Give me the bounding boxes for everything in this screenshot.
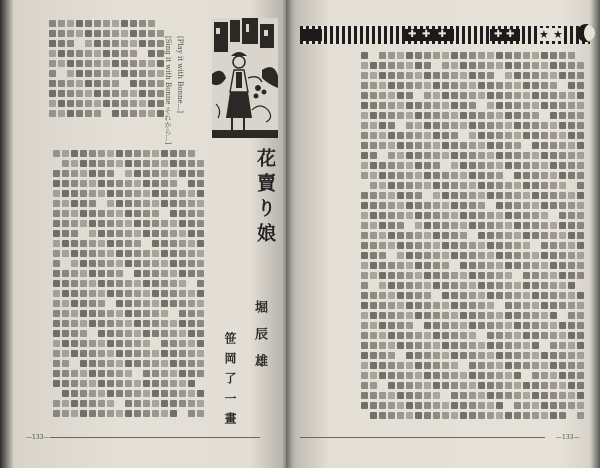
text-column-texture [143, 150, 150, 420]
gutter-shadow [286, 0, 296, 468]
text-column-texture [116, 150, 123, 420]
text-column-texture [58, 20, 65, 120]
text-column-texture [433, 52, 440, 424]
text-column-texture [80, 150, 87, 420]
text-column-texture [85, 20, 92, 120]
text-column-texture [152, 150, 159, 420]
text-column-texture [370, 52, 377, 424]
cross-icon: ✚ [438, 29, 447, 40]
star-icon: ★ [539, 28, 549, 41]
text-column-texture [71, 150, 78, 420]
flower-girl-illustration [212, 18, 278, 138]
text-column-texture [125, 150, 132, 420]
text-column-texture [388, 52, 395, 424]
cross-icon: ✚ [494, 29, 503, 40]
text-column-texture [53, 150, 60, 420]
decorative-header-band [300, 26, 590, 44]
text-column-texture [112, 20, 119, 120]
text-column-texture [478, 52, 485, 424]
text-column-texture [523, 52, 530, 424]
text-column-texture [179, 150, 186, 420]
text-column-texture [361, 52, 368, 424]
cross-icon: ✚ [506, 29, 515, 40]
text-column-texture [121, 20, 128, 120]
left-body-text-block [14, 20, 164, 120]
text-column-texture [188, 150, 195, 420]
author-name: 堀辰雄 [252, 300, 267, 381]
text-column-texture [469, 52, 476, 424]
text-column-texture [76, 20, 83, 120]
text-column-texture [197, 150, 204, 420]
text-column-texture [577, 52, 584, 424]
text-column-texture [559, 52, 566, 424]
text-column-texture [170, 150, 177, 420]
page-number: —133— [556, 434, 580, 441]
text-column-texture [505, 52, 512, 424]
text-column-texture [550, 52, 557, 424]
text-column-texture [568, 52, 575, 424]
text-column-texture [415, 52, 422, 424]
text-column-texture [442, 52, 449, 424]
footer-rule [50, 437, 260, 438]
text-column-texture [49, 20, 56, 120]
text-column-texture [139, 20, 146, 120]
illustrator-name: 笹岡了一畫 [223, 332, 237, 432]
cross-icon: ✚ [408, 29, 417, 40]
right-body-text-block [300, 52, 584, 424]
moon-icon [577, 24, 595, 42]
cross-icon: ✚ [422, 29, 431, 40]
epigraph-line: [Play it with Bonne...] [176, 36, 184, 114]
text-column-texture [487, 52, 494, 424]
page-number: —133— [26, 434, 50, 441]
footer-rule [300, 437, 545, 438]
text-column-texture [98, 150, 105, 420]
text-column-texture [130, 20, 137, 120]
text-column-texture [161, 150, 168, 420]
text-column-texture [532, 52, 539, 424]
left-body-text-block-lower [14, 150, 204, 420]
text-column-texture [67, 20, 74, 120]
text-column-texture [514, 52, 521, 424]
text-column-texture [460, 52, 467, 424]
text-column-texture [379, 52, 386, 424]
text-column-texture [424, 52, 431, 424]
text-column-texture [103, 20, 110, 120]
text-column-texture [397, 52, 404, 424]
epigraph-line: [Sing it with Bonne それから...] [164, 36, 172, 145]
text-column-texture [496, 52, 503, 424]
text-column-texture [406, 52, 413, 424]
text-column-texture [148, 20, 155, 120]
text-column-texture [451, 52, 458, 424]
text-column-texture [134, 150, 141, 420]
story-title: 花賣り娘 [254, 148, 276, 248]
right-page [286, 0, 600, 468]
text-column-texture [94, 20, 101, 120]
text-column-texture [107, 150, 114, 420]
text-column-texture [89, 150, 96, 420]
text-column-texture [62, 150, 69, 420]
star-icon: ★ [553, 28, 563, 41]
text-column-texture [541, 52, 548, 424]
